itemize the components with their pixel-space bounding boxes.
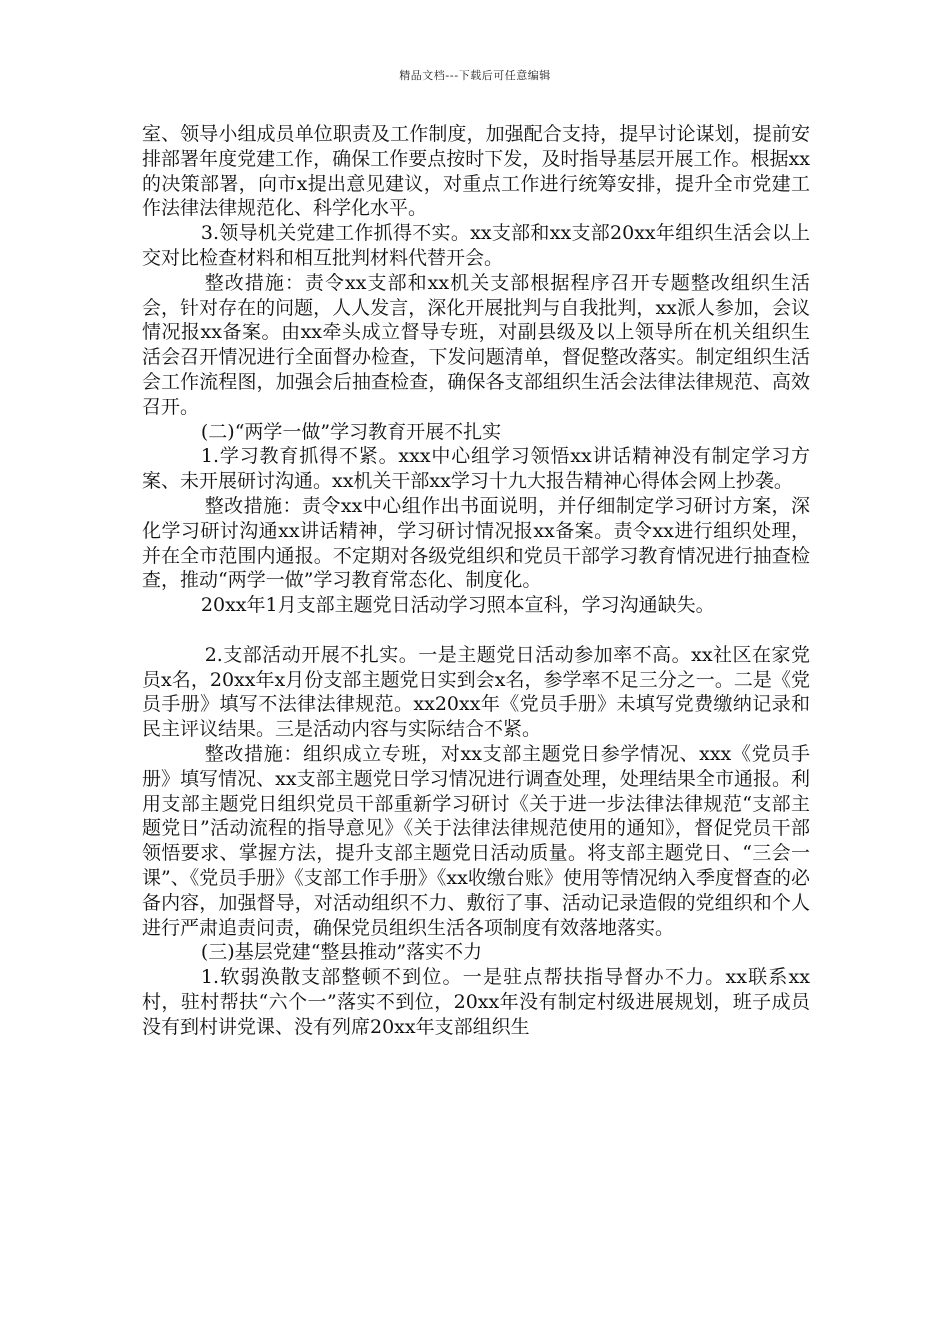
- paragraph-continuation: 室、领导小组成员单位职责及工作制度，加强配合支持，提早讨论谋划，提前安排部署年度党建工作，确保工作要点按时下发，及时指导基层开展工作。根据xx的决策部署，向市x提出意见建议，对重点工作进行统筹安排，提升全市党建工作法律法律规范化、科学化水平。: [142, 123, 810, 220]
- document-body: [142, 122, 810, 1039]
- paragraph-rectification-3: 整改措施：组织成立专班，对xx支部主题党日参学情况、xxx《党员手册》填写情况、xx支部主题党日学习情况进行调查处理，处理结果全市通报。利用支部主题党日组织党员干部重新学习研讨《关于进一步法律法律规范“支部主题党日”活动流程的指导意见》《关于法律法律规范使用的通知》，督促党员干部领悟要求、掌握方法，提升支部主题党日活动质量。将支部主题党日、“三会一课”、《党员手册》《支部工作手册》《xx收缴台账》使用等情况纳入季度督查的必备内容，加强督导，对活动组织不力、敷衍了事、活动记录造假的党组织和个人进行严肃追责问责，确保党员组织生活各项制度有效落地落实。: [142, 742, 810, 939]
- paragraph-item-3: 3.领导机关党建工作抓得不实。xx支部和xx支部20xx年组织生活会以上交对比检查材料和相互批判材料代替开会。: [142, 222, 810, 269]
- section-heading-2: (二)“两学一做”学习教育开展不扎实: [200, 420, 502, 443]
- paragraph-rectification-1: 整改措施：责令xx支部和xx机关支部根据程序召开专题整改组织生活会，针对存在的问题，人人发言，深化开展批判与自我批判，xx派人参加，会议情况报xx备案。由xx牵头成立督导专班，对副县级及以上领导所在机关组织生活会召开情况进行全面督办检查，下发问题清单，督促整改落实。制定组织生活会工作流程图，加强会后抽查检查，确保各支部组织生活会法律法律规范、高效召开。: [142, 271, 810, 418]
- paragraph-rectification-2: 整改措施：责令xx中心组作出书面说明，并仔细制定学习研讨方案，深化学习研讨沟通xx讲话精神，学习研讨情况报xx备案。责令xx进行组织处理，并在全市范围内通报。不定期对各级党组织和党员干部学习教育情况进行抽查检查，推动“两学一做”学习教育常态化、制度化。: [142, 494, 810, 592]
- blank-line: [142, 618, 810, 643]
- paragraph-note: 20xx年1月支部主题党日活动学习照本宣科，学习沟通缺失。: [200, 594, 715, 617]
- paragraph-item-1-study: 1.学习教育抓得不紧。xxx中心组学习领悟xx讲话精神没有制定学习方案、未开展研讨沟通。xx机关干部xx学习十九大报告精神心得体会网上抄袭。: [142, 445, 810, 493]
- section-heading-3: (三)基层党建“整县推动”落实不力: [200, 941, 483, 964]
- page-header: 精品文档---下载后可任意编辑: [399, 69, 551, 82]
- paragraph-item-2-activity: 2.支部活动开展不扎实。一是主题党日活动参加率不高。xx社区在家党员x名，20xx年x月份支部主题党日实到会x名，参学率不足三分之一。二是《党员手册》填写不法律法律规范。xx20xx年《党员手册》未填写党费缴纳记录和民主评议结果。三是活动内容与实际结合不紧。: [142, 643, 810, 741]
- paragraph-item-1-rectify: 1.软弱涣散支部整顿不到位。一是驻点帮扶指导督办不力。xx联系xx村，驻村帮扶“六个一”落实不到位，20xx年没有制定村级进展规划，班子成员没有到村讲党课、没有列席20xx年支部组织生: [142, 966, 810, 1038]
